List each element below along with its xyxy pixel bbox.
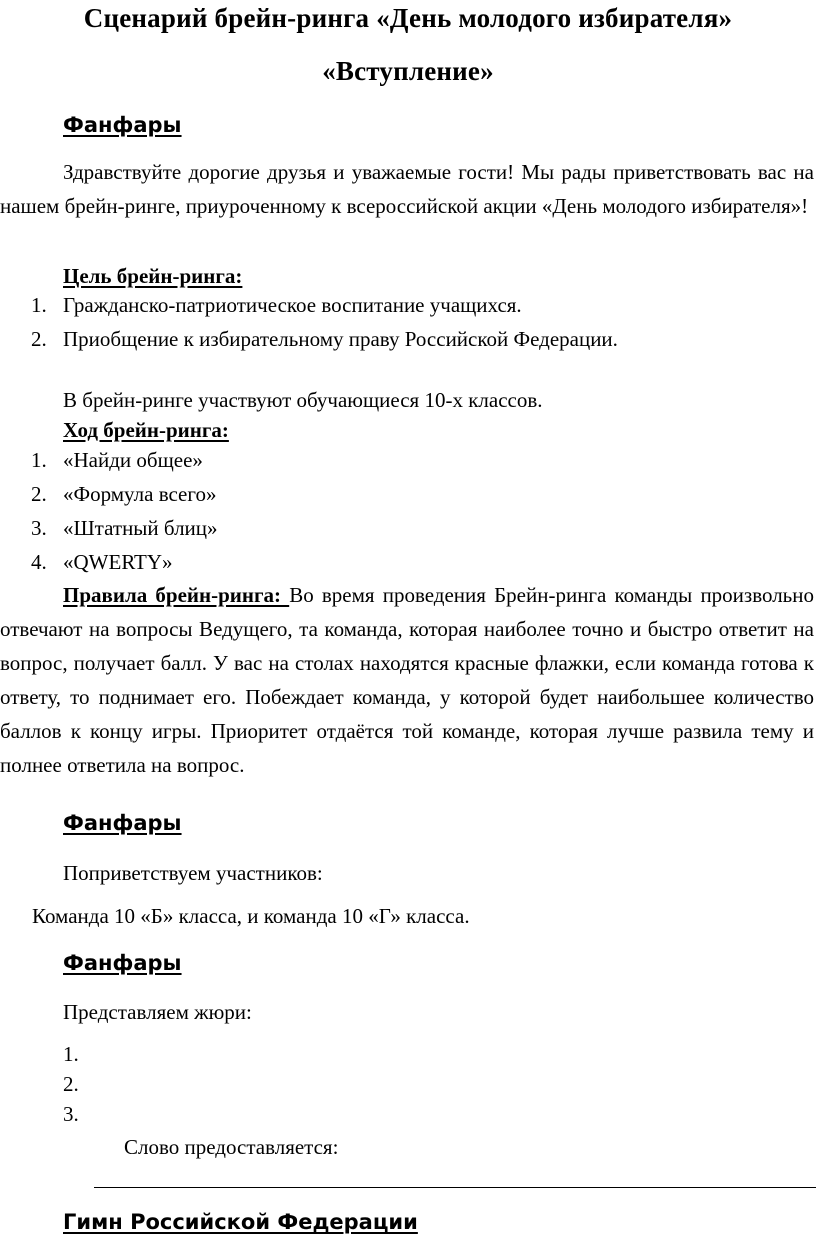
list-text: «QWERTY» — [63, 550, 173, 574]
list-item — [31, 511, 218, 545]
greeting-paragraph: Здравствуйте дорогие друзья и уважаемые гости! Мы рады приветствовать вас на нашем брейн-ринге, приуроченному к всероссийской акции «День молодого избирателя»! — [0, 160, 814, 218]
jury-slot-1: 1. — [63, 1042, 79, 1066]
jury-slot-2: 2. — [63, 1072, 79, 1096]
list-item — [31, 477, 218, 511]
jury-intro: Представляем жюри: — [63, 1000, 252, 1024]
anthem-heading: Гимн Российской Федерации — [63, 1210, 418, 1234]
rules-text: Во время проведения Брейн-ринга команды произвольно отвечают на вопросы Ведущего, та команда, которая наиболее точно и быстро ответит на вопрос, получает балл. У вас на столах находятся красные флажки, если команда готова к ответу, то поднимает его. Побеждает команда, у которой будет наибольшее количество баллов к концу игры. Приоритет отдаётся той команде, которая лучше развила тему и полнее ответила на вопрос. — [0, 583, 814, 777]
list-item — [31, 322, 618, 356]
list-number: 3. — [31, 516, 47, 540]
list-item — [31, 545, 218, 579]
goal-heading: Цель брейн-ринга: — [63, 264, 243, 288]
participants-text: В брейн-ринге участвуют обучающиеся 10-х классов. — [63, 388, 543, 412]
course-heading: Ход брейн-ринга: — [63, 418, 229, 442]
floor-given: Слово предоставляется: — [124, 1135, 339, 1159]
list-item — [31, 443, 218, 477]
list-number: 2. — [31, 482, 47, 506]
rules-heading: Правила брейн-ринга: — [63, 583, 290, 607]
list-text: «Формула всего» — [63, 482, 217, 506]
document-title: Сценарий брейн-ринга «День молодого избирателя» — [83, 3, 733, 33]
rules-paragraph — [0, 578, 814, 782]
section-title: «Вступление» — [322, 56, 494, 86]
fanfare-heading-3: Фанфары — [63, 951, 182, 975]
list-item — [31, 288, 618, 322]
fanfare-heading-2: Фанфары — [63, 811, 182, 835]
divider-line — [94, 1187, 816, 1188]
welcome-participants: Поприветствуем участников: — [63, 861, 323, 885]
list-text: «Штатный блиц» — [63, 516, 218, 540]
list-number: 2. — [31, 327, 47, 351]
fanfare-heading-1: Фанфары — [63, 113, 182, 137]
list-number: 1. — [31, 448, 47, 472]
list-text: Гражданско-патриотическое воспитание учащихся. — [63, 293, 522, 317]
goals-list — [31, 288, 618, 356]
list-number: 1. — [31, 293, 47, 317]
list-text: «Найди общее» — [63, 448, 203, 472]
jury-slot-3: 3. — [63, 1102, 79, 1126]
list-text: Приобщение к избирательному праву Российской Федерации. — [63, 327, 618, 351]
list-number: 4. — [31, 550, 47, 574]
teams-text: Команда 10 «Б» класса, и команда 10 «Г» класса. — [32, 904, 470, 928]
rounds-list — [31, 443, 218, 579]
